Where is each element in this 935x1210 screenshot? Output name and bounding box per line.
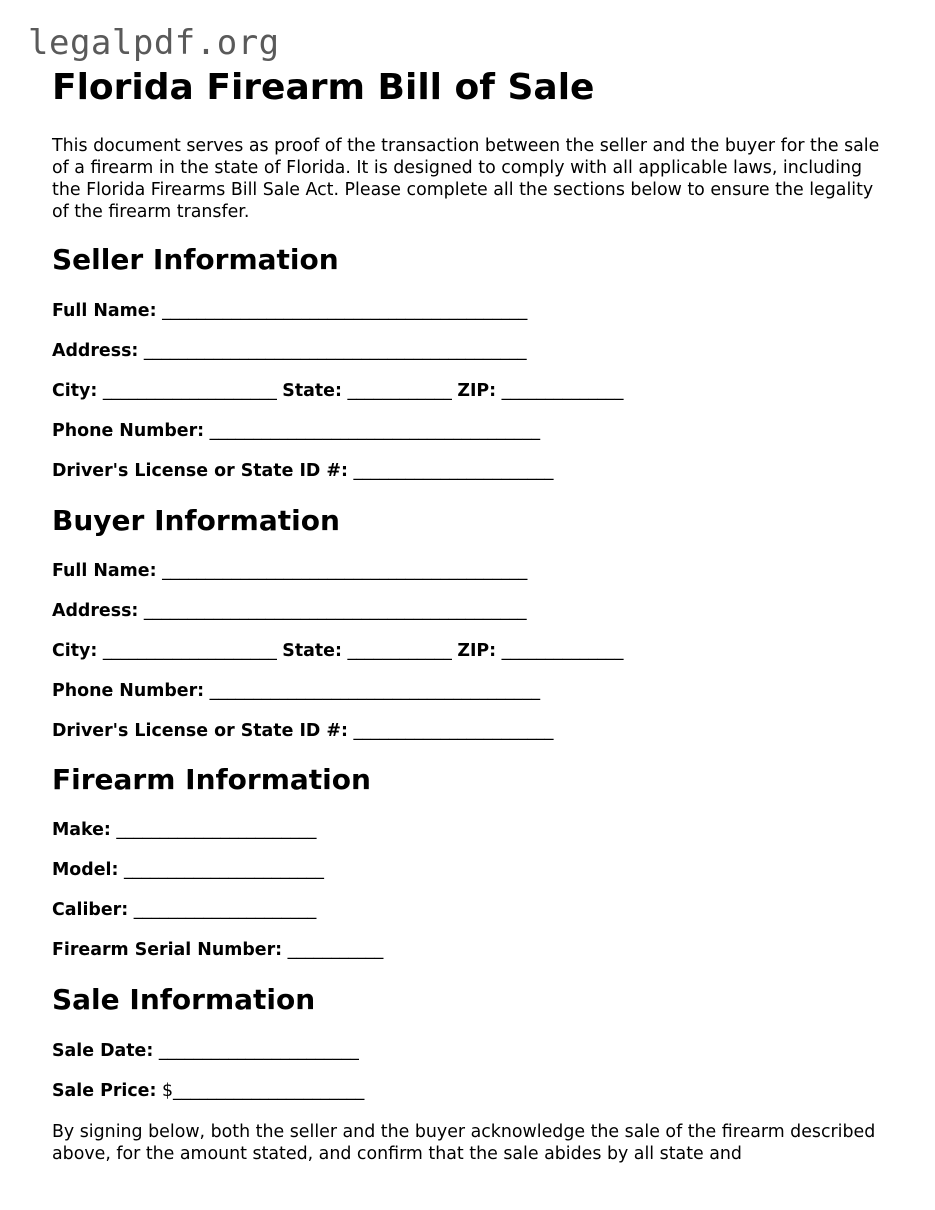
seller-zip-field[interactable]: ______________ [501, 381, 624, 401]
buyer-phone-field[interactable]: ______________________________________ [209, 681, 541, 701]
sale-section-heading: Sale Information [52, 983, 316, 1016]
firearm-caliber-field[interactable]: _____________________ [133, 900, 317, 920]
sale-date-field[interactable]: _______________________ [158, 1041, 359, 1061]
seller-id-field[interactable]: _______________________ [353, 461, 554, 481]
firearm-make-row [52, 819, 316, 841]
buyer-state-field[interactable]: ____________ [347, 641, 452, 661]
seller-phone-field[interactable]: ______________________________________ [209, 421, 541, 441]
firearm-section-heading: Firearm Information [52, 763, 371, 796]
sale-date-row [52, 1040, 359, 1062]
sale-date-label: Sale Date: [52, 1041, 154, 1061]
seller-full-name-field[interactable]: __________________________________________ [162, 301, 528, 321]
buyer-city-label: City: [52, 641, 98, 661]
page-title: Florida Firearm Bill of Sale [52, 67, 595, 108]
sale-price-label: Sale Price: [52, 1081, 157, 1101]
seller-city-state-zip-row [52, 380, 623, 402]
buyer-phone-label: Phone Number: [52, 681, 205, 701]
seller-phone-label: Phone Number: [52, 421, 205, 441]
seller-address-label: Address: [52, 341, 139, 361]
firearm-serial-row [52, 939, 383, 961]
closing-paragraph: By signing below, both the seller and the buyer acknowledge the sale of the firearm described above, for the amount stated, and confirm that the sale abides by all state and [52, 1122, 876, 1164]
seller-section-heading: Seller Information [52, 243, 339, 276]
watermark-logo: legalpdf.org [28, 23, 280, 63]
seller-full-name-label: Full Name: [52, 301, 157, 321]
seller-phone-row [52, 420, 540, 442]
seller-state-field[interactable]: ____________ [347, 381, 452, 401]
intro-paragraph: This document serves as proof of the transaction between the seller and the buyer for the sale of a firearm in the state of Florida. It is designed to comply with all applicable laws, including the Florida Firearms Bill Sale Act. Please complete all the sections below to ensure the legality of the firearm transfer. [52, 136, 880, 222]
firearm-serial-field[interactable]: ___________ [287, 940, 384, 960]
buyer-full-name-label: Full Name: [52, 561, 157, 581]
firearm-model-row [52, 859, 324, 881]
firearm-caliber-row [52, 899, 316, 921]
seller-zip-label: ZIP: [457, 381, 497, 401]
buyer-city-state-zip-row [52, 640, 623, 662]
firearm-make-field[interactable]: _______________________ [116, 820, 317, 840]
seller-id-label: Driver's License or State ID #: [52, 461, 348, 481]
seller-city-field[interactable]: ____________________ [102, 381, 277, 401]
firearm-model-label: Model: [52, 860, 119, 880]
buyer-address-row [52, 600, 527, 622]
seller-id-row [52, 460, 553, 482]
buyer-id-label: Driver's License or State ID #: [52, 721, 348, 741]
buyer-section-heading: Buyer Information [52, 504, 340, 537]
buyer-phone-row [52, 680, 540, 702]
buyer-city-field[interactable]: ____________________ [102, 641, 277, 661]
buyer-address-label: Address: [52, 601, 139, 621]
buyer-full-name-field[interactable]: __________________________________________ [162, 561, 528, 581]
buyer-state-label: State: [282, 641, 342, 661]
buyer-zip-label: ZIP: [457, 641, 497, 661]
seller-address-field[interactable]: ____________________________________________ [143, 341, 527, 361]
sale-price-field[interactable]: $______________________ [161, 1081, 365, 1101]
firearm-serial-label: Firearm Serial Number: [52, 940, 283, 960]
firearm-model-field[interactable]: _______________________ [123, 860, 324, 880]
buyer-full-name-row [52, 560, 527, 582]
buyer-zip-field[interactable]: ______________ [501, 641, 624, 661]
buyer-id-field[interactable]: _______________________ [353, 721, 554, 741]
seller-full-name-row [52, 300, 527, 322]
seller-address-row [52, 340, 527, 362]
buyer-address-field[interactable]: ____________________________________________ [143, 601, 527, 621]
firearm-make-label: Make: [52, 820, 111, 840]
seller-state-label: State: [282, 381, 342, 401]
firearm-caliber-label: Caliber: [52, 900, 129, 920]
buyer-id-row [52, 720, 553, 742]
sale-price-row [52, 1080, 364, 1102]
seller-city-label: City: [52, 381, 98, 401]
